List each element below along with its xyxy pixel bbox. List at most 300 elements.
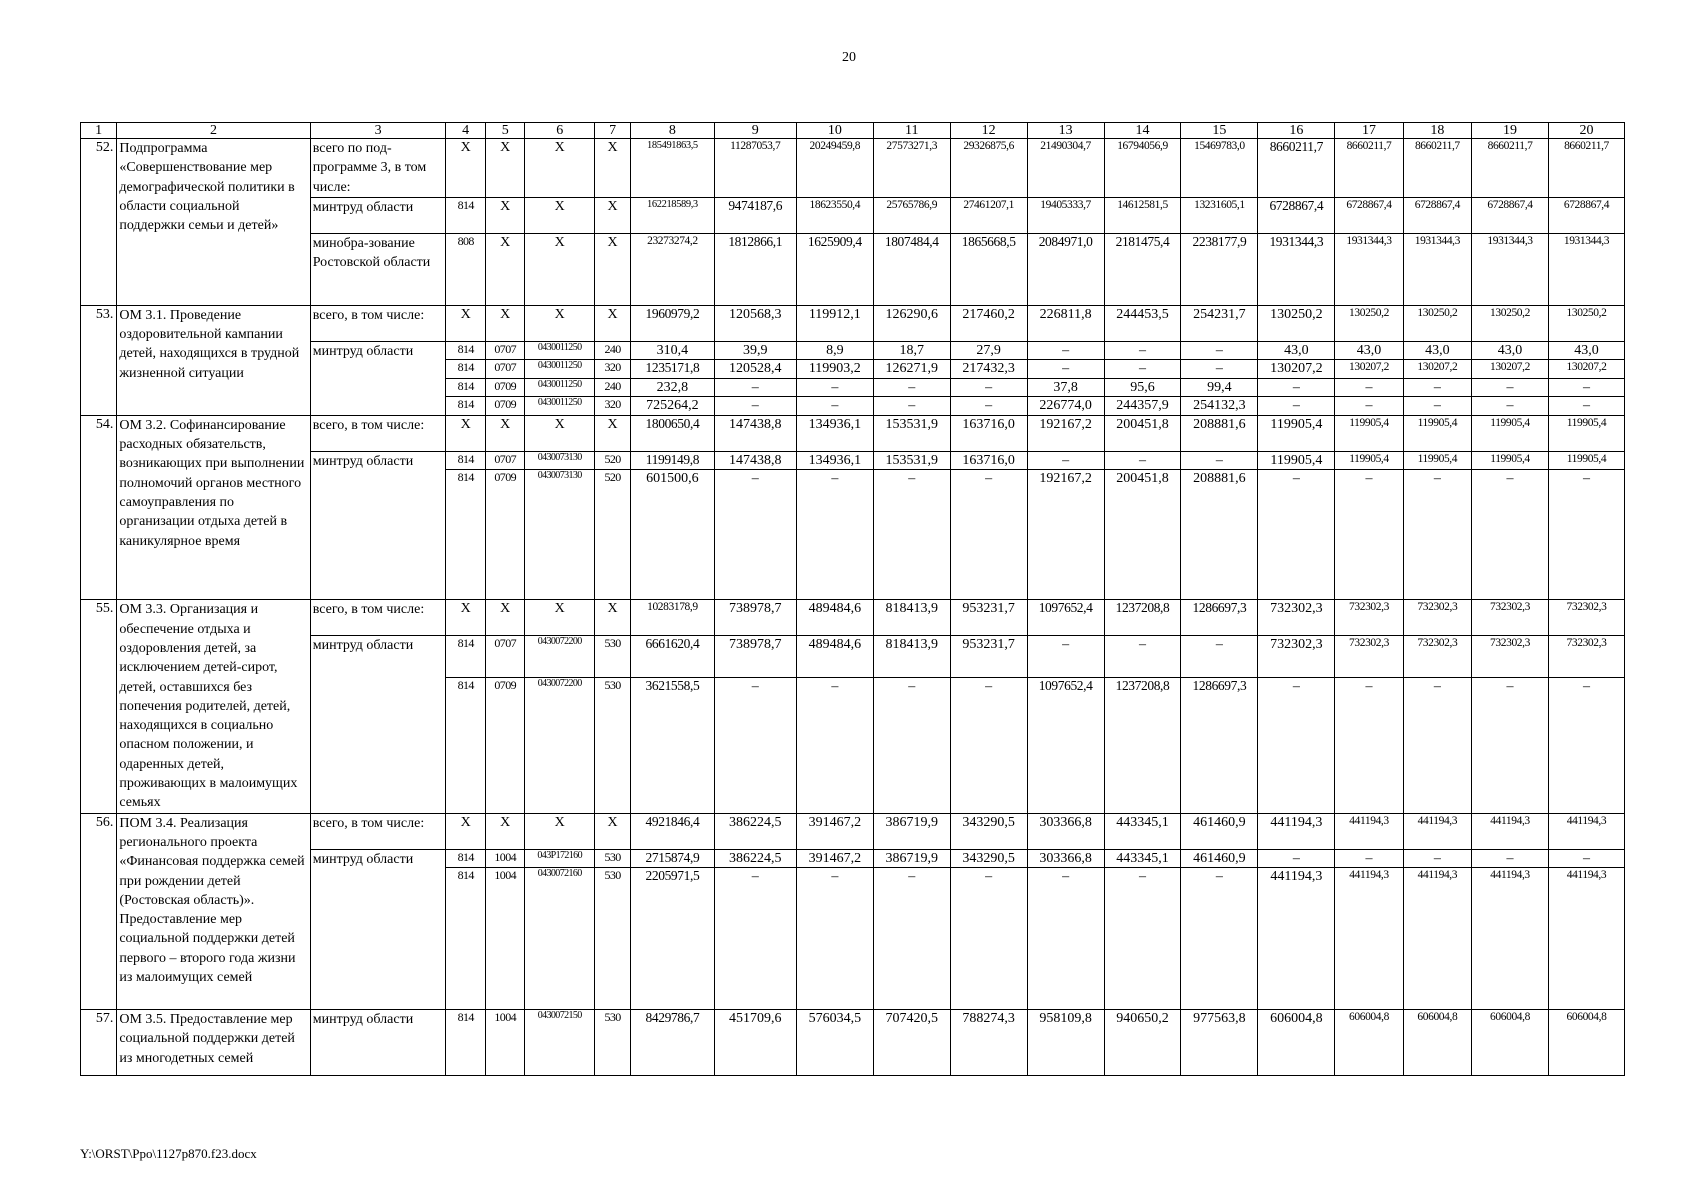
budget-value: 130250,2 bbox=[1335, 305, 1403, 341]
classification-code: 814 bbox=[446, 341, 486, 360]
responsible-executor: минтруд области bbox=[310, 341, 446, 415]
classification-code: 814 bbox=[446, 1010, 486, 1076]
budget-value: 19405333,7 bbox=[1027, 197, 1104, 233]
budget-value: 147438,8 bbox=[714, 451, 796, 470]
classification-code: 0430011250 bbox=[525, 378, 594, 397]
budget-value: – bbox=[796, 378, 873, 397]
budget-value: – bbox=[796, 868, 873, 1010]
budget-value: 119905,4 bbox=[1403, 415, 1471, 451]
classification-code: X bbox=[446, 415, 486, 451]
budget-value: 162218589,3 bbox=[631, 197, 714, 233]
budget-value: 441194,3 bbox=[1403, 813, 1471, 849]
budget-value: 208881,6 bbox=[1181, 470, 1258, 600]
budget-value: – bbox=[1335, 470, 1403, 600]
column-header-1: 1 bbox=[81, 123, 117, 139]
budget-value: – bbox=[873, 378, 950, 397]
budget-value: 606004,8 bbox=[1403, 1010, 1471, 1076]
budget-value: 788274,3 bbox=[950, 1010, 1027, 1076]
budget-value: 119903,2 bbox=[796, 360, 873, 379]
classification-code: 0430011250 bbox=[525, 360, 594, 379]
responsible-executor: минтруд области bbox=[310, 636, 446, 813]
classification-code: 1004 bbox=[485, 868, 525, 1010]
budget-value: 244453,5 bbox=[1104, 305, 1181, 341]
budget-value: 441194,3 bbox=[1472, 813, 1549, 849]
budget-value: 738978,7 bbox=[714, 636, 796, 677]
budget-value: 217460,2 bbox=[950, 305, 1027, 341]
budget-value: 940650,2 bbox=[1104, 1010, 1181, 1076]
budget-value: 20249459,8 bbox=[796, 139, 873, 198]
budget-value: – bbox=[1258, 470, 1335, 600]
budget-value: 29326875,6 bbox=[950, 139, 1027, 198]
budget-value: 8660211,7 bbox=[1472, 139, 1549, 198]
budget-value: 386224,5 bbox=[714, 849, 796, 868]
budget-value: 1235171,8 bbox=[631, 360, 714, 379]
classification-code: 814 bbox=[446, 197, 486, 233]
budget-value: 977563,8 bbox=[1181, 1010, 1258, 1076]
responsible-executor: минтруд области bbox=[310, 1010, 446, 1076]
budget-value: 43,0 bbox=[1258, 341, 1335, 360]
budget-value: 953231,7 bbox=[950, 600, 1027, 636]
budget-value: 441194,3 bbox=[1258, 813, 1335, 849]
budget-value: 441194,3 bbox=[1472, 868, 1549, 1010]
classification-code: 814 bbox=[446, 868, 486, 1010]
classification-code: X bbox=[446, 139, 486, 198]
budget-value: – bbox=[1104, 341, 1181, 360]
table-row bbox=[81, 197, 1625, 233]
budget-value: – bbox=[1472, 378, 1549, 397]
budget-value: – bbox=[1027, 360, 1104, 379]
budget-value: 119905,4 bbox=[1472, 415, 1549, 451]
classification-code: 530 bbox=[594, 677, 630, 813]
column-header-7: 7 bbox=[594, 123, 630, 139]
budget-value: 130207,2 bbox=[1258, 360, 1335, 379]
budget-value: 343290,5 bbox=[950, 813, 1027, 849]
budget-value: 601500,6 bbox=[631, 470, 714, 600]
program-name: ОМ 3.1. Проведение оздоровительной кампании детей, находящихся в трудной жизненной ситуации bbox=[117, 305, 310, 415]
budget-value: 1931344,3 bbox=[1472, 233, 1549, 305]
classification-code: 0430072200 bbox=[525, 636, 594, 677]
budget-value: – bbox=[1472, 470, 1549, 600]
budget-value: – bbox=[1335, 677, 1403, 813]
budget-value: 732302,3 bbox=[1258, 636, 1335, 677]
program-name: ПОМ 3.4. Реализация регионального проекта «Финансовая поддержка семей при рождении детей (Ростовская область)». Предоставление мер социальной поддержки детей первого – второго года жизни из малоимущих семей bbox=[117, 813, 310, 1010]
budget-value: – bbox=[950, 868, 1027, 1010]
budget-value: – bbox=[796, 470, 873, 600]
classification-code: 814 bbox=[446, 849, 486, 868]
classification-code: X bbox=[485, 415, 525, 451]
budget-value: – bbox=[1258, 397, 1335, 416]
budget-value: 3621558,5 bbox=[631, 677, 714, 813]
budget-value: 130207,2 bbox=[1335, 360, 1403, 379]
classification-code: 0709 bbox=[485, 378, 525, 397]
budget-table bbox=[80, 122, 1625, 1076]
budget-value: – bbox=[873, 868, 950, 1010]
column-header-6: 6 bbox=[525, 123, 594, 139]
budget-value: 1931344,3 bbox=[1335, 233, 1403, 305]
budget-value: – bbox=[1258, 378, 1335, 397]
budget-value: 732302,3 bbox=[1335, 600, 1403, 636]
budget-value: – bbox=[1548, 397, 1624, 416]
classification-code: 530 bbox=[594, 1010, 630, 1076]
budget-value: 244357,9 bbox=[1104, 397, 1181, 416]
responsible-executor: всего, в том числе: bbox=[310, 305, 446, 341]
budget-value: 163716,0 bbox=[950, 451, 1027, 470]
budget-value: 126290,6 bbox=[873, 305, 950, 341]
budget-value: 443345,1 bbox=[1104, 849, 1181, 868]
budget-value: 953231,7 bbox=[950, 636, 1027, 677]
budget-value: 1286697,3 bbox=[1181, 600, 1258, 636]
classification-code: X bbox=[485, 813, 525, 849]
classification-code: 530 bbox=[594, 636, 630, 677]
budget-value: – bbox=[1403, 397, 1471, 416]
budget-value: – bbox=[1258, 849, 1335, 868]
budget-value: 200451,8 bbox=[1104, 470, 1181, 600]
classification-code: X bbox=[594, 305, 630, 341]
budget-value: – bbox=[796, 677, 873, 813]
column-header-16: 16 bbox=[1258, 123, 1335, 139]
classification-code: 240 bbox=[594, 341, 630, 360]
budget-value: 134936,1 bbox=[796, 451, 873, 470]
classification-code: X bbox=[594, 233, 630, 305]
budget-value: 2715874,9 bbox=[631, 849, 714, 868]
budget-value: 441194,3 bbox=[1403, 868, 1471, 1010]
budget-value: 119905,4 bbox=[1258, 415, 1335, 451]
budget-value: – bbox=[1104, 360, 1181, 379]
classification-code: 1004 bbox=[485, 1010, 525, 1076]
budget-value: 443345,1 bbox=[1104, 813, 1181, 849]
budget-value: 606004,8 bbox=[1548, 1010, 1624, 1076]
budget-value: – bbox=[1181, 636, 1258, 677]
budget-value: 732302,3 bbox=[1548, 600, 1624, 636]
budget-value: 18,7 bbox=[873, 341, 950, 360]
classification-code: 0430072150 bbox=[525, 1010, 594, 1076]
budget-value: 441194,3 bbox=[1548, 868, 1624, 1010]
budget-value: – bbox=[1548, 677, 1624, 813]
responsible-executor: всего, в том числе: bbox=[310, 600, 446, 636]
budget-value: 27573271,3 bbox=[873, 139, 950, 198]
classification-code: 0709 bbox=[485, 397, 525, 416]
budget-value: 576034,5 bbox=[796, 1010, 873, 1076]
budget-value: 37,8 bbox=[1027, 378, 1104, 397]
budget-value: 343290,5 bbox=[950, 849, 1027, 868]
classification-code: X bbox=[525, 139, 594, 198]
budget-value: 153531,9 bbox=[873, 451, 950, 470]
budget-value: – bbox=[1548, 470, 1624, 600]
page-number: 20 bbox=[842, 50, 856, 65]
budget-value: 119905,4 bbox=[1258, 451, 1335, 470]
budget-value: 732302,3 bbox=[1548, 636, 1624, 677]
budget-value: – bbox=[714, 677, 796, 813]
budget-value: 119905,4 bbox=[1335, 415, 1403, 451]
budget-value: 1960979,2 bbox=[631, 305, 714, 341]
classification-code: 240 bbox=[594, 378, 630, 397]
budget-value: 489484,6 bbox=[796, 636, 873, 677]
row-number: 57. bbox=[81, 1010, 117, 1076]
budget-value: 1237208,8 bbox=[1104, 677, 1181, 813]
budget-value: 23273274,2 bbox=[631, 233, 714, 305]
budget-value: – bbox=[1472, 849, 1549, 868]
classification-code: 0430072200 bbox=[525, 677, 594, 813]
budget-value: – bbox=[1027, 868, 1104, 1010]
budget-value: 130250,2 bbox=[1548, 305, 1624, 341]
budget-value: 386719,9 bbox=[873, 849, 950, 868]
budget-value: 120568,3 bbox=[714, 305, 796, 341]
budget-value: 254231,7 bbox=[1181, 305, 1258, 341]
column-header-13: 13 bbox=[1027, 123, 1104, 139]
budget-value: – bbox=[873, 397, 950, 416]
classification-code: 814 bbox=[446, 451, 486, 470]
budget-value: 95,6 bbox=[1104, 378, 1181, 397]
budget-value: 732302,3 bbox=[1335, 636, 1403, 677]
budget-value: – bbox=[1104, 451, 1181, 470]
classification-code: X bbox=[594, 600, 630, 636]
column-header-14: 14 bbox=[1104, 123, 1181, 139]
column-header-11: 11 bbox=[873, 123, 950, 139]
budget-value: 119905,4 bbox=[1548, 415, 1624, 451]
classification-code: X bbox=[594, 139, 630, 198]
budget-value: – bbox=[1181, 360, 1258, 379]
budget-value: 192167,2 bbox=[1027, 470, 1104, 600]
table-row bbox=[81, 341, 1625, 360]
budget-value: 732302,3 bbox=[1258, 600, 1335, 636]
budget-value: 13231605,1 bbox=[1181, 197, 1258, 233]
budget-value: 134936,1 bbox=[796, 415, 873, 451]
budget-value: 8,9 bbox=[796, 341, 873, 360]
classification-code: 0430073130 bbox=[525, 451, 594, 470]
classification-code: X bbox=[525, 813, 594, 849]
budget-value: – bbox=[950, 677, 1027, 813]
budget-value: 386719,9 bbox=[873, 813, 950, 849]
budget-value: 6661620,4 bbox=[631, 636, 714, 677]
budget-value: – bbox=[1181, 868, 1258, 1010]
budget-value: 43,0 bbox=[1403, 341, 1471, 360]
budget-value: 43,0 bbox=[1548, 341, 1624, 360]
budget-value: – bbox=[1403, 677, 1471, 813]
budget-value: – bbox=[1403, 849, 1471, 868]
classification-code: X bbox=[525, 305, 594, 341]
budget-value: 1931344,3 bbox=[1548, 233, 1624, 305]
budget-value: 21490304,7 bbox=[1027, 139, 1104, 198]
classification-code: 0707 bbox=[485, 341, 525, 360]
budget-value: 725264,2 bbox=[631, 397, 714, 416]
budget-value: 27,9 bbox=[950, 341, 1027, 360]
column-header-19: 19 bbox=[1472, 123, 1549, 139]
budget-value: – bbox=[950, 397, 1027, 416]
table-row bbox=[81, 600, 1625, 636]
budget-value: 130207,2 bbox=[1548, 360, 1624, 379]
budget-value: 163716,0 bbox=[950, 415, 1027, 451]
budget-value: 153531,9 bbox=[873, 415, 950, 451]
classification-code: X bbox=[485, 600, 525, 636]
responsible-executor: всего, в том числе: bbox=[310, 813, 446, 849]
budget-value: 8660211,7 bbox=[1258, 139, 1335, 198]
classification-code: 043P172160 bbox=[525, 849, 594, 868]
budget-value: 8660211,7 bbox=[1548, 139, 1624, 198]
classification-code: X bbox=[594, 415, 630, 451]
responsible-executor: минтруд области bbox=[310, 197, 446, 233]
budget-value: 441194,3 bbox=[1335, 813, 1403, 849]
classification-code: X bbox=[446, 305, 486, 341]
column-header-2: 2 bbox=[117, 123, 310, 139]
budget-value: 732302,3 bbox=[1472, 636, 1549, 677]
budget-value: – bbox=[1258, 677, 1335, 813]
budget-value: 489484,6 bbox=[796, 600, 873, 636]
budget-value: 130250,2 bbox=[1403, 305, 1471, 341]
budget-value: 126271,9 bbox=[873, 360, 950, 379]
budget-value: 119912,1 bbox=[796, 305, 873, 341]
budget-value: 303366,8 bbox=[1027, 849, 1104, 868]
column-number-header bbox=[81, 123, 1625, 139]
row-number: 54. bbox=[81, 415, 117, 600]
budget-value: – bbox=[1472, 397, 1549, 416]
table-row bbox=[81, 451, 1625, 470]
budget-value: 6728867,4 bbox=[1335, 197, 1403, 233]
budget-value: – bbox=[1027, 341, 1104, 360]
budget-value: 1625909,4 bbox=[796, 233, 873, 305]
budget-value: – bbox=[1335, 397, 1403, 416]
responsible-executor: минобра-зование Ростовской области bbox=[310, 233, 446, 305]
classification-code: 814 bbox=[446, 677, 486, 813]
budget-value: – bbox=[1181, 451, 1258, 470]
budget-value: 441194,3 bbox=[1258, 868, 1335, 1010]
budget-value: – bbox=[873, 470, 950, 600]
budget-value: – bbox=[1104, 636, 1181, 677]
budget-value: 441194,3 bbox=[1335, 868, 1403, 1010]
row-number: 55. bbox=[81, 600, 117, 813]
budget-value: 451709,6 bbox=[714, 1010, 796, 1076]
budget-value: – bbox=[1027, 636, 1104, 677]
column-header-17: 17 bbox=[1335, 123, 1403, 139]
classification-code: X bbox=[446, 813, 486, 849]
budget-value: 119905,4 bbox=[1335, 451, 1403, 470]
classification-code: 808 bbox=[446, 233, 486, 305]
budget-value: 461460,9 bbox=[1181, 849, 1258, 868]
budget-value: 1199149,8 bbox=[631, 451, 714, 470]
classification-code: 320 bbox=[594, 360, 630, 379]
budget-value: 130250,2 bbox=[1472, 305, 1549, 341]
budget-value: 39,9 bbox=[714, 341, 796, 360]
column-header-9: 9 bbox=[714, 123, 796, 139]
column-header-5: 5 bbox=[485, 123, 525, 139]
row-number: 56. bbox=[81, 813, 117, 1010]
table-row bbox=[81, 813, 1625, 849]
budget-value: 99,4 bbox=[1181, 378, 1258, 397]
budget-value: 818413,9 bbox=[873, 600, 950, 636]
classification-code: 0709 bbox=[485, 677, 525, 813]
budget-value: 391467,2 bbox=[796, 813, 873, 849]
budget-value: 461460,9 bbox=[1181, 813, 1258, 849]
program-name: ОМ 3.5. Предоставление мер социальной поддержки детей из многодетных семей bbox=[117, 1010, 310, 1076]
budget-value: 1286697,3 bbox=[1181, 677, 1258, 813]
classification-code: 814 bbox=[446, 636, 486, 677]
budget-value: 14612581,5 bbox=[1104, 197, 1181, 233]
classification-code: 814 bbox=[446, 397, 486, 416]
responsible-executor: всего, в том числе: bbox=[310, 415, 446, 451]
classification-code: 814 bbox=[446, 378, 486, 397]
budget-value: 8660211,7 bbox=[1335, 139, 1403, 198]
table-row bbox=[81, 415, 1625, 451]
table-row bbox=[81, 233, 1625, 305]
classification-code: X bbox=[485, 139, 525, 198]
budget-value: 606004,8 bbox=[1335, 1010, 1403, 1076]
budget-value: 6728867,4 bbox=[1472, 197, 1549, 233]
budget-value: 43,0 bbox=[1335, 341, 1403, 360]
budget-value: 27461207,1 bbox=[950, 197, 1027, 233]
classification-code: X bbox=[525, 415, 594, 451]
table-row bbox=[81, 305, 1625, 341]
budget-value: – bbox=[796, 397, 873, 416]
budget-value: 2084971,0 bbox=[1027, 233, 1104, 305]
classification-code: 814 bbox=[446, 470, 486, 600]
classification-code: X bbox=[525, 197, 594, 233]
budget-value: 226811,8 bbox=[1027, 305, 1104, 341]
budget-value: – bbox=[714, 470, 796, 600]
budget-value: 200451,8 bbox=[1104, 415, 1181, 451]
classification-code: 0709 bbox=[485, 470, 525, 600]
responsible-executor: всего по под-программе 3, в том числе: bbox=[310, 139, 446, 198]
budget-value: – bbox=[714, 868, 796, 1010]
classification-code: X bbox=[525, 233, 594, 305]
column-header-15: 15 bbox=[1181, 123, 1258, 139]
budget-value: 10283178,9 bbox=[631, 600, 714, 636]
classification-code: 320 bbox=[594, 397, 630, 416]
budget-value: 1931344,3 bbox=[1258, 233, 1335, 305]
budget-value: 732302,3 bbox=[1403, 636, 1471, 677]
budget-value: 2181475,4 bbox=[1104, 233, 1181, 305]
budget-value: – bbox=[1472, 677, 1549, 813]
table-row bbox=[81, 849, 1625, 868]
budget-value: – bbox=[1027, 451, 1104, 470]
budget-value: – bbox=[714, 397, 796, 416]
column-header-4: 4 bbox=[446, 123, 486, 139]
budget-value: 303366,8 bbox=[1027, 813, 1104, 849]
budget-value: 15469783,0 bbox=[1181, 139, 1258, 198]
budget-value: – bbox=[714, 378, 796, 397]
classification-code: 1004 bbox=[485, 849, 525, 868]
budget-value: 130207,2 bbox=[1403, 360, 1471, 379]
program-name: ОМ 3.2. Софинансирование расходных обязательств, возникающих при выполнении полномочий органов местного самоуправления по организации отдыха детей в каникулярное время bbox=[117, 415, 310, 600]
budget-value: 232,8 bbox=[631, 378, 714, 397]
budget-value: – bbox=[1335, 849, 1403, 868]
budget-value: 8429786,7 bbox=[631, 1010, 714, 1076]
program-name: ОМ 3.3. Организация и обеспечение отдыха и оздоровления детей, за исключением детей-сирот, детей, оставшихся без попечения родителей, детей, находящихся в социально опасном положении, и одаренных детей, проживающих в малоимущих семьях bbox=[117, 600, 310, 813]
budget-value: – bbox=[1548, 378, 1624, 397]
budget-value: – bbox=[1335, 378, 1403, 397]
budget-value: 818413,9 bbox=[873, 636, 950, 677]
program-name: Подпрограмма «Совершенствование мер демографической политики в области социальной поддержки семьи и детей» bbox=[117, 139, 310, 306]
budget-value: 2205971,5 bbox=[631, 868, 714, 1010]
column-header-3: 3 bbox=[310, 123, 446, 139]
budget-value: 119905,4 bbox=[1472, 451, 1549, 470]
classification-code: 0707 bbox=[485, 636, 525, 677]
budget-value: 1807484,4 bbox=[873, 233, 950, 305]
budget-value: – bbox=[950, 470, 1027, 600]
classification-code: X bbox=[485, 233, 525, 305]
budget-value: 9474187,6 bbox=[714, 197, 796, 233]
budget-value: 391467,2 bbox=[796, 849, 873, 868]
column-header-12: 12 bbox=[950, 123, 1027, 139]
budget-value: 6728867,4 bbox=[1258, 197, 1335, 233]
classification-code: X bbox=[594, 813, 630, 849]
budget-value: – bbox=[1403, 470, 1471, 600]
budget-value: 119905,4 bbox=[1403, 451, 1471, 470]
file-path-footer: Y:\ORST\Ppo\1127p870.f23.docx bbox=[80, 1146, 257, 1161]
classification-code: 0430011250 bbox=[525, 397, 594, 416]
budget-value: 1865668,5 bbox=[950, 233, 1027, 305]
budget-value: 606004,8 bbox=[1258, 1010, 1335, 1076]
responsible-executor: минтруд области bbox=[310, 849, 446, 1010]
classification-code: 520 bbox=[594, 451, 630, 470]
